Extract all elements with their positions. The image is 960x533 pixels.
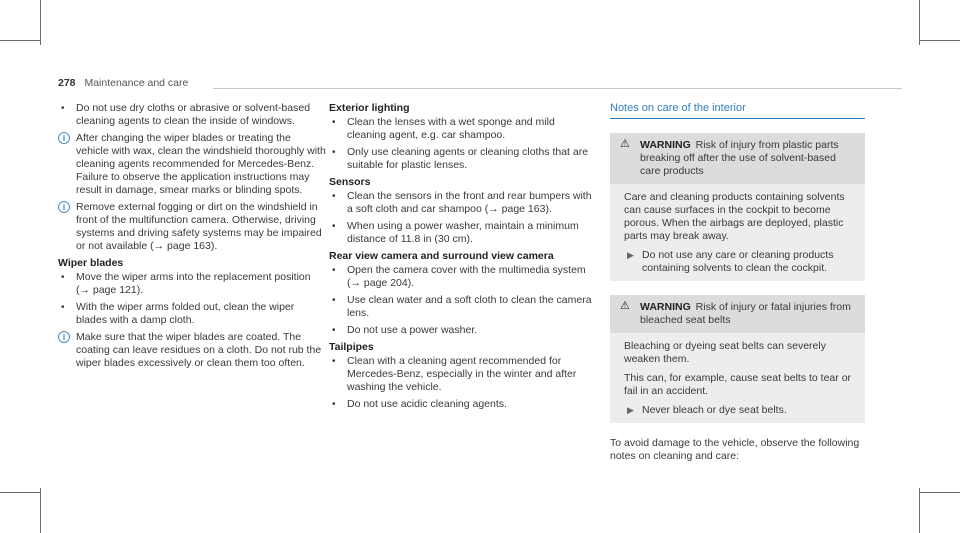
bullet-icon: • — [61, 302, 65, 313]
crop-mark — [40, 488, 41, 533]
warning-body: Bleaching or dyeing seat belts can severely weaken them. This can, for example, cause seat belts to tear or fail in an accident. ▶ Never bleach or dye seat belts. — [610, 333, 865, 423]
warning-header — [610, 295, 865, 333]
section-heading: Exterior lighting — [329, 102, 410, 114]
warning-box — [610, 295, 865, 423]
crop-mark — [0, 492, 40, 493]
list-item: • Clean with a cleaning agent recommended for Mercedes-Benz, especially in the winter and after washing the vehicle. — [332, 355, 577, 393]
info-note: i Make sure that the wiper blades are coated. The coating can leave residues on a cloth. Do not rub the wiper blades excessively or clean them too often. — [58, 331, 326, 370]
crop-mark — [40, 0, 41, 45]
list-item: • When using a power washer, maintain a minimum distance of 11.8 in (30 cm). — [332, 220, 579, 245]
list-item: • Move the wiper arms into the replacement position (→ page 121). — [61, 271, 311, 296]
page-header — [58, 77, 188, 89]
action-arrow-icon: ▶ — [627, 405, 634, 415]
column-3 — [610, 102, 865, 463]
warning-icon: ⚠ — [620, 300, 630, 312]
crop-mark — [919, 488, 920, 533]
warning-label: WARNING — [640, 301, 691, 313]
section-heading: Rear view camera and surround view camera — [329, 250, 554, 262]
warning-header — [610, 133, 865, 184]
list-item: • With the wiper arms folded out, clean the wiper blades with a damp cloth. — [61, 301, 295, 326]
list-item: • Use clean water and a soft cloth to clean the camera lens. — [332, 294, 592, 319]
list-item: • Only use cleaning agents or cleaning cloths that are suitable for plastic lenses. — [332, 146, 589, 171]
warning-icon: ⚠ — [620, 138, 630, 150]
list-item: • Do not use a power washer. — [332, 324, 478, 336]
list-item: • Do not use acidic cleaning agents. — [332, 398, 507, 410]
bullet-icon: • — [332, 117, 336, 128]
info-note: i After changing the wiper blades or treating the vehicle with wax, clean the windshield thoroughly with cleaning agents recommended for Mercedes-Benz. Failure to observe the application instructions may result in damage, smear marks or blinding spots. — [58, 132, 326, 197]
section-heading: Sensors — [329, 176, 371, 188]
info-icon: i — [58, 331, 70, 343]
bullet-icon: • — [332, 191, 336, 202]
warning-body: Care and cleaning products containing solvents can cause surfaces in the cockpit to become porous. When the airbags are deployed, plastic parts may break away. ▶ Do not use any care or cleaning products containing solvents to clean the cockpit. — [610, 184, 865, 281]
warning-box — [610, 133, 865, 281]
bullet-icon: • — [332, 399, 336, 410]
warning-label: WARNING — [640, 139, 691, 151]
list-item: • Open the camera cover with the multimedia system (→ page 204). — [332, 264, 586, 289]
info-note: i Remove external fogging or dirt on the windshield in front of the multifunction camera. Otherwise, driving systems and driving safety systems may be impaired or not available (→ page 163). — [58, 201, 326, 253]
bullet-icon: • — [332, 221, 336, 232]
section-heading: Wiper blades — [58, 257, 124, 269]
crop-mark — [919, 492, 960, 493]
column-2 — [329, 102, 595, 415]
crop-mark — [0, 40, 40, 41]
crop-mark — [919, 0, 920, 45]
bullet-icon: • — [332, 265, 336, 276]
bullet-icon: • — [61, 272, 65, 283]
closing-paragraph: To avoid damage to the vehicle, observe the following notes on cleaning and care: — [610, 437, 860, 462]
action-step: ▶ Never bleach or dye seat belts. — [627, 404, 787, 416]
info-icon: i — [58, 132, 70, 144]
column-1 — [58, 102, 326, 374]
action-arrow-icon: ▶ — [627, 250, 634, 260]
bullet-icon: • — [332, 356, 336, 367]
warning-title: Risk of injury from plastic parts breaking off after the use of solvent-based care products — [640, 139, 839, 177]
page-number: 278 — [58, 77, 76, 89]
list-item: • Clean the lenses with a wet sponge and mild cleaning agent, e.g. car shampoo. — [332, 116, 555, 141]
bullet-icon: • — [332, 325, 336, 336]
crop-mark — [919, 40, 960, 41]
section-title: Notes on care of the interior — [610, 102, 865, 119]
info-icon: i — [58, 201, 70, 213]
warning-title: Risk of injury or fatal injuries from bleached seat belts — [640, 301, 851, 326]
action-step: ▶ Do not use any care or cleaning products containing solvents to clean the cockpit. — [627, 249, 834, 274]
list-item: • Clean the sensors in the front and rear bumpers with a soft cloth and car shampoo (→ page 163). — [332, 190, 592, 215]
list-item: • Do not use dry cloths or abrasive or solvent-based cleaning agents to clean the inside of windows. — [61, 102, 311, 127]
header-rule — [213, 88, 902, 89]
bullet-icon: • — [332, 147, 336, 158]
bullet-icon: • — [332, 295, 336, 306]
bullet-icon: • — [61, 103, 65, 114]
chapter-title: Maintenance and care — [84, 77, 189, 89]
section-heading: Tailpipes — [329, 341, 374, 353]
